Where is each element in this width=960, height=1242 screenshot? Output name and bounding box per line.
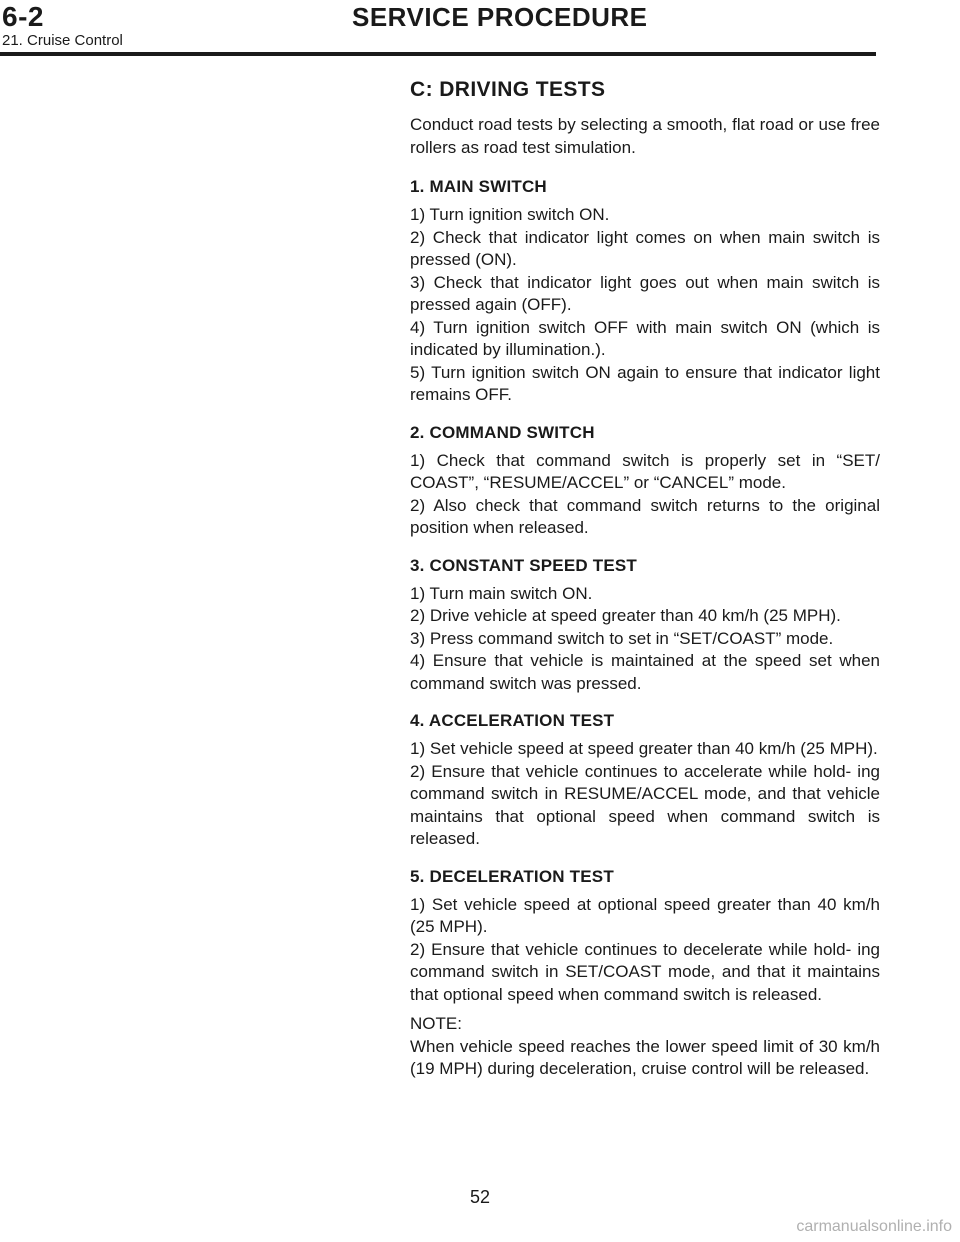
note-text: When vehicle speed reaches the lower speed limit of 30 km/h (19 MPH) during deceleration, cruise control will be released. bbox=[410, 1036, 880, 1078]
step: 1) Turn main switch ON. bbox=[410, 583, 593, 603]
step: 3) Check that indicator light goes out when main switch is pressed again (OFF). bbox=[410, 272, 880, 314]
step: 2) Check that indicator light comes on when main switch is pressed (ON). bbox=[410, 227, 880, 269]
section-heading: 5. DECELERATION TEST bbox=[410, 866, 614, 886]
step: 1) Set vehicle speed at speed greater than 40 km/h (25 MPH). bbox=[410, 739, 878, 758]
page-title: C: DRIVING TESTS bbox=[410, 78, 606, 101]
section-heading: 1. MAIN SWITCH bbox=[410, 177, 547, 196]
content-column bbox=[410, 78, 880, 1081]
step: 2) Ensure that vehicle continues to accelerate while hold- ing command switch in RESUME/ACCEL mode, and that vehicle maintains that optional speed when command switch is released. bbox=[410, 761, 880, 848]
intro-paragraph: Conduct road tests by selecting a smooth, flat road or use free rollers as road test simulation. bbox=[410, 115, 880, 157]
section-deceleration-test bbox=[410, 866, 880, 1007]
section-heading: 4. ACCELERATION TEST bbox=[410, 711, 615, 730]
section-constant-speed-test bbox=[410, 555, 880, 696]
note-label: NOTE: bbox=[410, 1014, 462, 1033]
step: 1) Turn ignition switch ON. bbox=[410, 205, 610, 224]
section-acceleration-test bbox=[410, 710, 880, 851]
header-rule bbox=[0, 52, 876, 56]
page-number: 52 bbox=[469, 1187, 491, 1207]
section-heading: 3. CONSTANT SPEED TEST bbox=[410, 555, 638, 575]
step: 2) Also check that command switch returns to the original position when released. bbox=[410, 495, 880, 537]
step: 1) Set vehicle speed at optional speed greater than 40 km/h (25 MPH). bbox=[410, 894, 880, 936]
page-header-title: SERVICE PROCEDURE bbox=[352, 2, 648, 32]
subsection-label: 21. Cruise Control bbox=[2, 32, 123, 49]
step: 2) Drive vehicle at speed greater than 40 km/h (25 MPH). bbox=[410, 606, 841, 625]
step: 3) Press command switch to set in “SET/COAST” mode. bbox=[410, 628, 834, 648]
step: 4) Turn ignition switch OFF with main switch ON (which is indicated by illumination.). bbox=[410, 317, 880, 359]
section-main-switch bbox=[410, 176, 880, 407]
step: 4) Ensure that vehicle is maintained at the speed set when command switch was pressed. bbox=[410, 651, 880, 693]
note-block bbox=[410, 1013, 880, 1081]
step: 5) Turn ignition switch ON again to ensure that indicator light remains OFF. bbox=[410, 362, 880, 404]
section-number: 6-2 bbox=[2, 1, 44, 32]
watermark: carmanualsonline.info bbox=[796, 1218, 952, 1235]
section-heading: 2. COMMAND SWITCH bbox=[410, 422, 595, 442]
step: 1) Check that command switch is properly set in “SET/ COAST”, “RESUME/ACCEL” or “CANCEL” mode. bbox=[410, 450, 880, 492]
step: 2) Ensure that vehicle continues to decelerate while hold- ing command switch in SET/COAST mode, and that it maintains that optional speed when command switch is released. bbox=[410, 939, 880, 1004]
section-command-switch bbox=[410, 422, 880, 540]
